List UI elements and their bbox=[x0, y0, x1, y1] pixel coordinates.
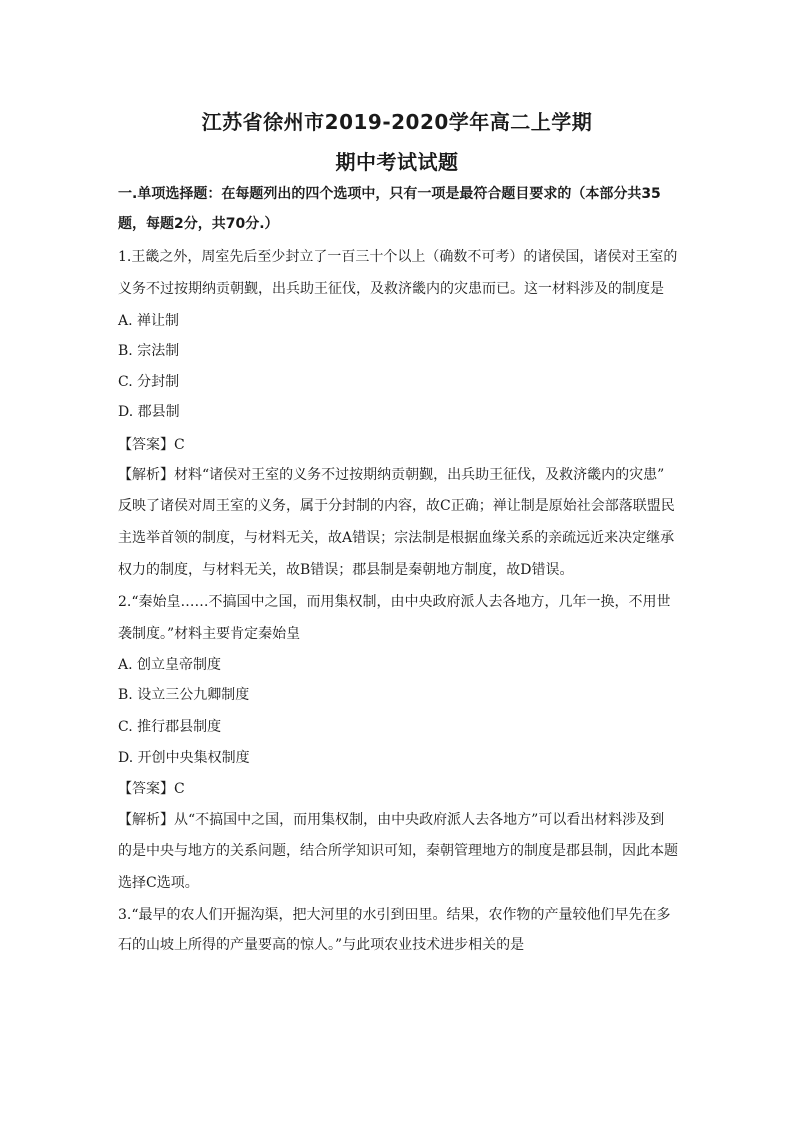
q2-stem-line2: 袭制度。”材料主要肯定秦始皇 bbox=[118, 626, 301, 642]
q2-explanation-line1: 【解析】从“不搞国中之国，而用集权制，由中央政府派人去各地方”可以看出材料涉及到 bbox=[118, 812, 665, 828]
q3-stem-line1: 3.“最早的农人们开掘沟渠，把大河里的水引到田里。结果，农作物的产量较他们早先在多 bbox=[118, 907, 671, 923]
q3-stem-line2: 石的山坡上所得的产量要高的惊人。”与此项农业技术进步相关的是 bbox=[118, 937, 525, 953]
q1-option-d: D. 郡县制 bbox=[118, 404, 180, 420]
q1-answer: 【答案】C bbox=[118, 437, 185, 453]
q1-option-c: C. 分封制 bbox=[118, 374, 180, 390]
q2-answer: 【答案】C bbox=[118, 781, 185, 797]
document-subtitle: 期中考试试题 bbox=[335, 150, 459, 174]
q1-stem-line1: 1.王畿之外，周室先后至少封立了一百三十个以上（确数不可考）的诸侯国，诸侯对王室的 bbox=[118, 249, 678, 265]
q2-option-b: B. 设立三公九卿制度 bbox=[118, 687, 250, 703]
section-instruction-line2: 题，每题2分，共70分.） bbox=[118, 216, 279, 232]
q1-option-a: A. 禅让制 bbox=[118, 313, 180, 329]
q2-option-a: A. 创立皇帝制度 bbox=[118, 657, 222, 673]
q2-option-c: C. 推行郡县制度 bbox=[118, 719, 222, 735]
section-instruction-line1: 一.单项选择题：在每题列出的四个选项中，只有一项是最符合题目要求的（本部分共35 bbox=[118, 186, 661, 202]
q2-explanation-line3: 选择C选项。 bbox=[118, 875, 199, 891]
q2-stem-line1: 2.“秦始皇……不搞国中之国，而用集权制，由中央政府派人去各地方，几年一换，不用世 bbox=[118, 594, 671, 610]
q1-stem-line2: 义务不过按期纳贡朝觐，出兵助王征伐，及救济畿内的灾患而已。这一材料涉及的制度是 bbox=[118, 281, 664, 297]
q1-option-b: B. 宗法制 bbox=[118, 343, 180, 359]
document-title: 江苏省徐州市2019-2020学年高二上学期 bbox=[201, 110, 593, 134]
q1-explanation-line4: 权力的制度，与材料无关，故B错误；郡县制是秦朝地方制度，故D错误。 bbox=[118, 562, 574, 578]
q1-explanation-line2: 反映了诸侯对周王室的义务，属于分封制的内容，故C正确；禅让制是原始社会部落联盟民 bbox=[118, 498, 675, 514]
q1-explanation-line1: 【解析】材料“诸侯对王室的义务不过按期纳贡朝觐，出兵助王征伐，及救济畿内的灾患” bbox=[118, 467, 665, 483]
q1-explanation-line3: 主选举首领的制度，与材料无关，故A错误；宗法制是根据血缘关系的亲疏远近来决定继承 bbox=[118, 530, 675, 546]
q2-explanation-line2: 的是中央与地方的关系问题，结合所学知识可知，秦朝管理地方的制度是郡县制，因此本题 bbox=[118, 843, 678, 859]
q2-option-d: D. 开创中央集权制度 bbox=[118, 750, 250, 766]
